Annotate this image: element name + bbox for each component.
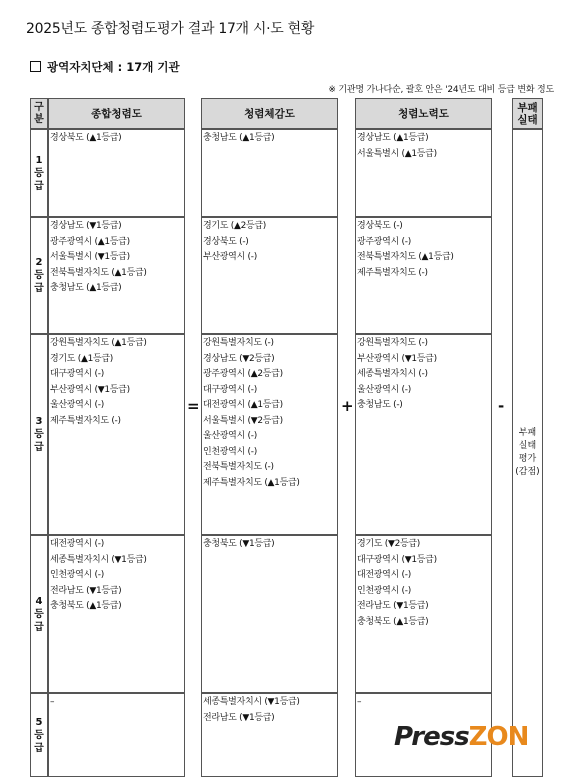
agency-entry: 전북특별자치도 (▲1등급) xyxy=(50,267,147,278)
header-perceived: 청렴체감도 xyxy=(201,98,338,129)
logo-part1: Press xyxy=(394,722,469,752)
agency-entry: 경상북도 (▲1등급) xyxy=(50,133,122,143)
agency-entry: 부산광역시 (-) xyxy=(203,252,257,262)
agency-entry: 전북특별자치도 (▲1등급) xyxy=(357,252,454,262)
agency-entry: 세종특별자치시 (-) xyxy=(357,369,428,379)
agency-entry: 경상남도 (▼1등급) xyxy=(50,221,122,231)
agency-entry: 대전광역시 (▲1등급) xyxy=(203,400,283,410)
cell-composite-grade-2 xyxy=(48,217,185,334)
agency-entry: 세종특별자치시 (▼1등급) xyxy=(50,554,147,565)
agency-entry: 광주광역시 (▲1등급) xyxy=(50,236,130,247)
checkbox-square-icon xyxy=(30,61,41,72)
cell-perceived-grade-3 xyxy=(201,334,338,535)
agency-entry: 광주광역시 (-) xyxy=(357,236,411,247)
agency-entry: 대구광역시 (-) xyxy=(50,369,104,379)
cell-perceived-grade-2 xyxy=(201,217,338,334)
agency-entry: 대전광역시 (-) xyxy=(357,570,411,580)
grade-label-5: 5등급 xyxy=(30,693,48,777)
agency-entry: 충청남도 (▲1등급) xyxy=(203,133,275,143)
subtitle-text: 광역자치단체 : 17개 기관 xyxy=(47,60,180,74)
agency-entry: 서울특별시 (▼1등급) xyxy=(50,252,130,262)
agency-entry: 충청북도 (▲1등급) xyxy=(357,616,429,627)
header-corruption: 부패실태 xyxy=(512,98,543,129)
agency-entry: – xyxy=(50,697,55,707)
grade-label-1: 1등급 xyxy=(30,129,48,217)
logo-part2: ZON xyxy=(468,722,529,752)
header-gubun: 구분 xyxy=(30,98,48,129)
presszon-logo xyxy=(394,722,528,752)
grade-label-2: 2등급 xyxy=(30,217,48,334)
page-title: 2025년도 종합청렴도평가 결과 17개 시·도 현황 xyxy=(26,21,315,37)
agency-entry: 강원특별자치도 (-) xyxy=(203,338,274,348)
agency-entry: 대구광역시 (▼1등급) xyxy=(357,554,437,565)
agency-entry: 세종특별자치시 (▼1등급) xyxy=(203,697,300,707)
cell-effort-grade-4 xyxy=(355,535,492,693)
agency-entry: 경기도 (▼2등급) xyxy=(357,539,421,549)
agency-entry: 전라남도 (▼1등급) xyxy=(203,712,275,723)
corruption-cell xyxy=(512,129,543,777)
agency-entry: 제주특별자치도 (▲1등급) xyxy=(203,477,300,488)
cell-composite-grade-1 xyxy=(48,129,185,217)
agency-entry: 강원특별자치도 (▲1등급) xyxy=(50,338,147,348)
cell-effort-grade-2 xyxy=(355,217,492,334)
agency-entry: 경기도 (▲2등급) xyxy=(203,221,267,231)
grade-label-4: 4등급 xyxy=(30,535,48,693)
agency-entry: 울산광역시 (-) xyxy=(357,384,411,395)
header-composite: 종합청렴도 xyxy=(48,98,185,129)
cell-effort-grade-1 xyxy=(355,129,492,217)
agency-entry: 울산광역시 (-) xyxy=(203,431,257,441)
agency-entry: 경상남도 (▼2등급) xyxy=(203,353,275,364)
cell-perceived-grade-4 xyxy=(201,535,338,693)
header-effort: 청렴노력도 xyxy=(355,98,492,129)
agency-entry: 경기도 (▲1등급) xyxy=(50,353,114,364)
agency-entry: 전라남도 (▼1등급) xyxy=(50,585,122,596)
agency-entry: 인천광역시 (-) xyxy=(203,446,257,457)
grade-label-3: 3등급 xyxy=(30,334,48,535)
agency-entry: 인천광역시 (-) xyxy=(357,585,411,596)
agency-entry: 대구광역시 (-) xyxy=(203,384,257,395)
agency-entry: 경상북도 (-) xyxy=(203,236,249,247)
cell-perceived-grade-1 xyxy=(201,129,338,217)
corruption-text: 부패 실태 평가 (감점) xyxy=(515,428,540,477)
agency-entry: 서울특별시 (▼2등급) xyxy=(203,415,283,426)
cell-effort-grade-3 xyxy=(355,334,492,535)
cell-composite-grade-4 xyxy=(48,535,185,693)
agency-entry: – xyxy=(357,697,362,707)
agency-entry: 충청북도 (▼1등급) xyxy=(203,539,275,549)
plus-operator: + xyxy=(341,397,354,415)
section-subtitle xyxy=(30,59,180,75)
agency-entry: 서울특별시 (▲1등급) xyxy=(357,148,437,159)
agency-entry: 충청남도 (-) xyxy=(357,400,403,410)
cell-perceived-grade-5 xyxy=(201,693,338,777)
cell-composite-grade-5 xyxy=(48,693,185,777)
agency-entry: 강원특별자치도 (-) xyxy=(357,338,428,348)
agency-entry: 부산광역시 (▼1등급) xyxy=(50,384,130,395)
agency-entry: 경상북도 (-) xyxy=(357,221,403,231)
agency-entry: 인천광역시 (-) xyxy=(50,570,104,580)
agency-entry: 전라남도 (▼1등급) xyxy=(357,601,429,611)
agency-entry: 울산광역시 (-) xyxy=(50,400,104,410)
agency-entry: 광주광역시 (▲2등급) xyxy=(203,369,283,379)
agency-entry: 충청남도 (▲1등급) xyxy=(50,283,122,293)
minus-operator: - xyxy=(498,397,505,415)
table-note: ※ 기관명 가나다순, 괄호 안은 '24년도 대비 등급 변화 정도 xyxy=(328,85,554,95)
agency-entry: 경상남도 (▲1등급) xyxy=(357,133,429,143)
agency-entry: 제주특별자치도 (-) xyxy=(357,267,428,278)
agency-entry: 충청북도 (▲1등급) xyxy=(50,601,122,611)
agency-entry: 대전광역시 (-) xyxy=(50,539,104,549)
agency-entry: 전북특별자치도 (-) xyxy=(203,462,274,472)
agency-entry: 제주특별자치도 (-) xyxy=(50,415,121,426)
equals-operator: = xyxy=(187,397,200,415)
cell-composite-grade-3 xyxy=(48,334,185,535)
agency-entry: 부산광역시 (▼1등급) xyxy=(357,353,437,364)
